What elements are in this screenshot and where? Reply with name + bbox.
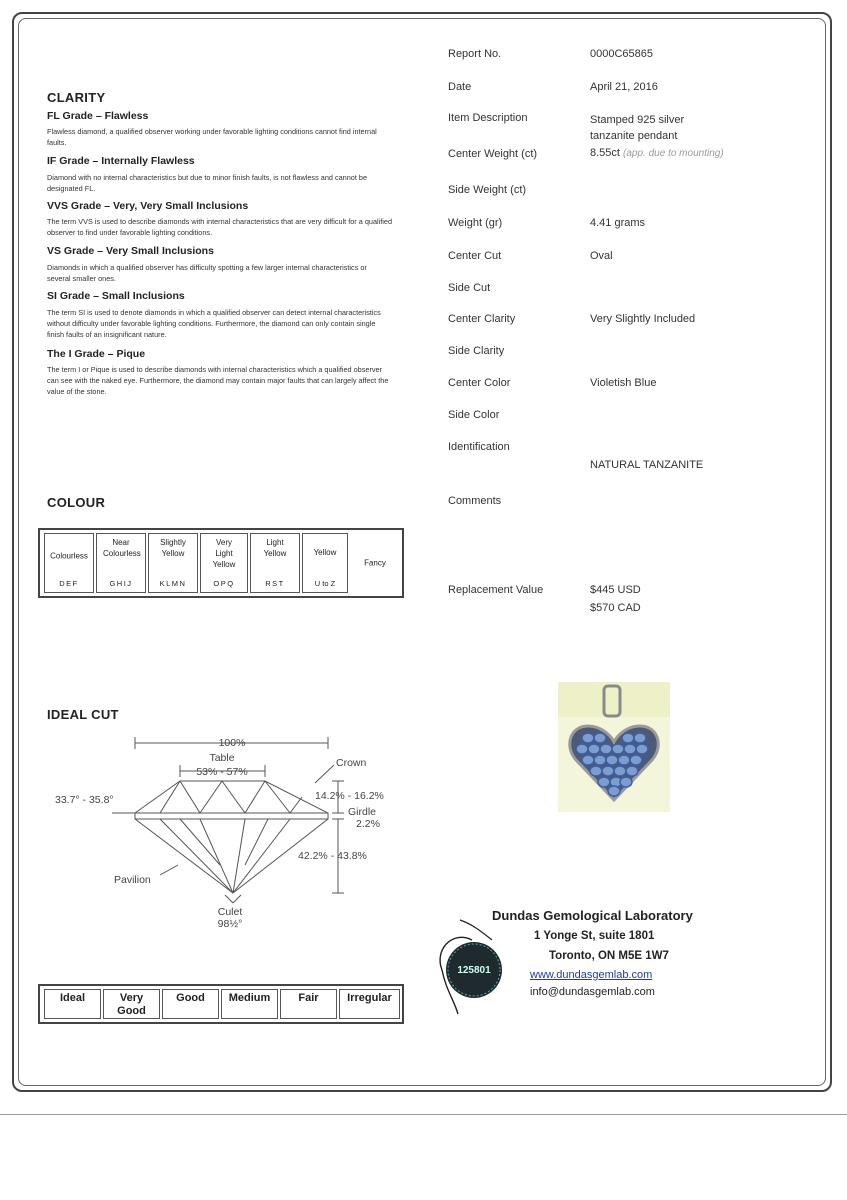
table-range-label: 53% - 57% (196, 766, 248, 778)
tanzanite-stone (582, 733, 594, 743)
colour-scale-table (38, 528, 404, 598)
pavilion-label: Pavilion (114, 874, 151, 886)
clarity-title: CLARITY (47, 90, 106, 105)
report-number-label: Report No. (448, 48, 502, 60)
side-color-label: Side Color (448, 409, 500, 421)
colour-cell (350, 533, 400, 593)
colour-cell (148, 533, 198, 593)
side-cut-label: Side Cut (448, 282, 491, 294)
report-number-value: 0000C65865 (590, 48, 654, 60)
tanzanite-stone (620, 777, 632, 787)
lab-address-line1: 1 Yonge St, suite 1801 (534, 930, 655, 942)
ideal-cut-title: IDEAL CUT (47, 707, 119, 722)
tanzanite-stone (598, 777, 610, 787)
girdle-label: Girdle (348, 806, 377, 818)
tanzanite-stone (612, 744, 624, 754)
girdle-value-label: 2.2% (356, 818, 380, 830)
center-clarity-value: Very Slightly Included (590, 313, 696, 325)
crown-height-label: 14.2% - 16.2% (315, 790, 384, 802)
clarity-grade-desc: Diamonds in which a qualified observer has difficulty spotting a few larger internal characteristics or several smaller ones. (47, 263, 367, 283)
colour-cell-name: Slightly Yellow (160, 538, 186, 558)
cut-grade-cell: Medium (221, 989, 278, 1019)
colour-cell-name: Very Light Yellow (212, 538, 236, 569)
tanzanite-stone (606, 755, 618, 765)
clarity-grade-title: VVS Grade – Very, Very Small Inclusions (47, 200, 249, 212)
culet-value-label: 98½° (217, 918, 243, 930)
colour-cell (250, 533, 300, 593)
colour-cell (302, 533, 348, 593)
lab-website-link[interactable]: www.dundasgemlab.com (530, 969, 653, 981)
clarity-grade-desc: Flawless diamond, a qualified observer working under favorable lighting conditions cannot find internal faults. (47, 127, 377, 147)
side-weight-label: Side Weight (ct) (448, 184, 527, 196)
item-description-label: Item Description (448, 112, 528, 124)
item-description-value: Stamped 925 silver tanzanite pendant (590, 114, 685, 142)
lab-seal (432, 910, 532, 1020)
table-label: Table (209, 752, 235, 764)
tanzanite-stone (608, 786, 620, 796)
cut-grade-cell: Irregular (339, 989, 400, 1019)
diamond-proportion-diagram (40, 725, 410, 940)
pavilion-depth-label: 42.2% - 43.8% (298, 850, 367, 862)
cut-grade-cell: Ideal (44, 989, 101, 1019)
lab-address-line2: Toronto, ON M5E 1W7 (549, 950, 669, 962)
center-cut-label: Center Cut (448, 250, 502, 262)
weight-gr-label: Weight (gr) (448, 217, 503, 229)
center-weight-value (590, 147, 724, 159)
clarity-grade-title: The I Grade – Pique (47, 348, 146, 360)
crown-angle-label: 33.7° - 35.8° (55, 794, 114, 806)
cut-grade-cell: Very Good (103, 989, 160, 1019)
total-width-label: 100% (218, 737, 246, 749)
center-cut-value: Oval (590, 250, 613, 262)
colour-cell-codes: KLMN (159, 579, 187, 588)
lab-email[interactable]: info@dundasgemlab.com (530, 986, 655, 998)
colour-cell-codes: OPQ (213, 579, 235, 588)
colour-cell-name: Fancy (364, 558, 386, 568)
date-label: Date (448, 81, 472, 93)
crown-label: Crown (336, 757, 367, 769)
tanzanite-stone (588, 744, 600, 754)
colour-cell (96, 533, 146, 593)
pendant-photo (558, 682, 670, 812)
tanzanite-stone (636, 744, 648, 754)
clarity-grade-desc: The term I or Pique is used to describe diamonds with internal characteristics which a qualified observer can see with the naked eye. Furthermore, the diamond may contain major faults that can largely affect the value of the stone. (47, 365, 389, 396)
clarity-grade-title: IF Grade – Internally Flawless (47, 155, 195, 167)
replacement-value-usd: $445 USD (590, 584, 641, 596)
colour-cell (200, 533, 248, 593)
colour-cell-codes: DEF (59, 579, 79, 588)
tanzanite-stone (624, 744, 636, 754)
tanzanite-stone (594, 733, 606, 743)
culet-label: Culet (217, 906, 243, 918)
tanzanite-stone (590, 766, 602, 776)
clarity-grade-title: FL Grade – Flawless (47, 110, 149, 122)
clarity-grade-title: SI Grade – Small Inclusions (47, 290, 185, 302)
colour-cell-codes: U to Z (314, 579, 336, 588)
tanzanite-stone (602, 766, 614, 776)
replacement-value-cad: $570 CAD (590, 602, 641, 614)
tanzanite-stone (630, 755, 642, 765)
cut-grade-cell: Good (162, 989, 219, 1019)
tanzanite-stone (600, 744, 612, 754)
colour-cell (44, 533, 94, 593)
colour-title: COLOUR (47, 495, 106, 510)
weight-gr-value: 4.41 grams (590, 217, 646, 229)
tanzanite-stone (622, 733, 634, 743)
identification-value: NATURAL TANZANITE (590, 459, 704, 471)
replacement-value-label: Replacement Value (448, 584, 544, 596)
colour-cell-name: Colourless (50, 551, 88, 561)
center-color-value: Violetish Blue (590, 377, 657, 389)
colour-cell-name: Near Colourless (103, 538, 141, 558)
comments-label: Comments (448, 495, 502, 507)
date-value: April 21, 2016 (590, 81, 658, 93)
identification-label: Identification (448, 441, 510, 453)
tanzanite-stone (614, 766, 626, 776)
clarity-grade-title: VS Grade – Very Small Inclusions (47, 245, 214, 257)
colour-cell-codes: GHIJ (109, 579, 133, 588)
clarity-grade-desc: The term SI is used to denote diamonds in which a qualified observer can detect internal characteristics without difficulty under favorable lighting conditions. Furthermore, the diamond can only contain single finish faults of an insignificant nature. (47, 308, 381, 339)
cut-grade-cell: Fair (280, 989, 337, 1019)
lab-name: Dundas Gemological Laboratory (492, 908, 693, 923)
center-weight-note: (app. due to mounting) (623, 148, 724, 159)
side-clarity-label: Side Clarity (448, 345, 505, 357)
clarity-grade-desc: Diamond with no internal characteristics but due to minor finish faults, is not flawless and cannot be designated FL. (47, 173, 368, 193)
colour-cell-name: Yellow (313, 548, 337, 557)
tanzanite-stone (634, 733, 646, 743)
center-color-label: Center Color (448, 377, 511, 389)
colour-cell-codes: RST (265, 579, 285, 588)
tanzanite-stone (576, 744, 588, 754)
colour-cell-name: Light Yellow (263, 538, 287, 558)
cut-grade-table (38, 984, 404, 1024)
clarity-grade-desc: The term VVS is used to describe diamonds with internal characteristics that are very difficult for a qualified observer to find under favorable lighting conditions. (47, 217, 393, 237)
tanzanite-stone (618, 755, 630, 765)
seal-number: 125801 (457, 965, 491, 976)
center-clarity-label: Center Clarity (448, 313, 516, 325)
bottom-divider (0, 1114, 847, 1115)
tanzanite-stone (626, 766, 638, 776)
center-weight-label: Center Weight (ct) (448, 148, 538, 160)
center-weight-amount: 8.55ct (590, 147, 620, 159)
tanzanite-stone (582, 755, 594, 765)
tanzanite-stone (594, 755, 606, 765)
